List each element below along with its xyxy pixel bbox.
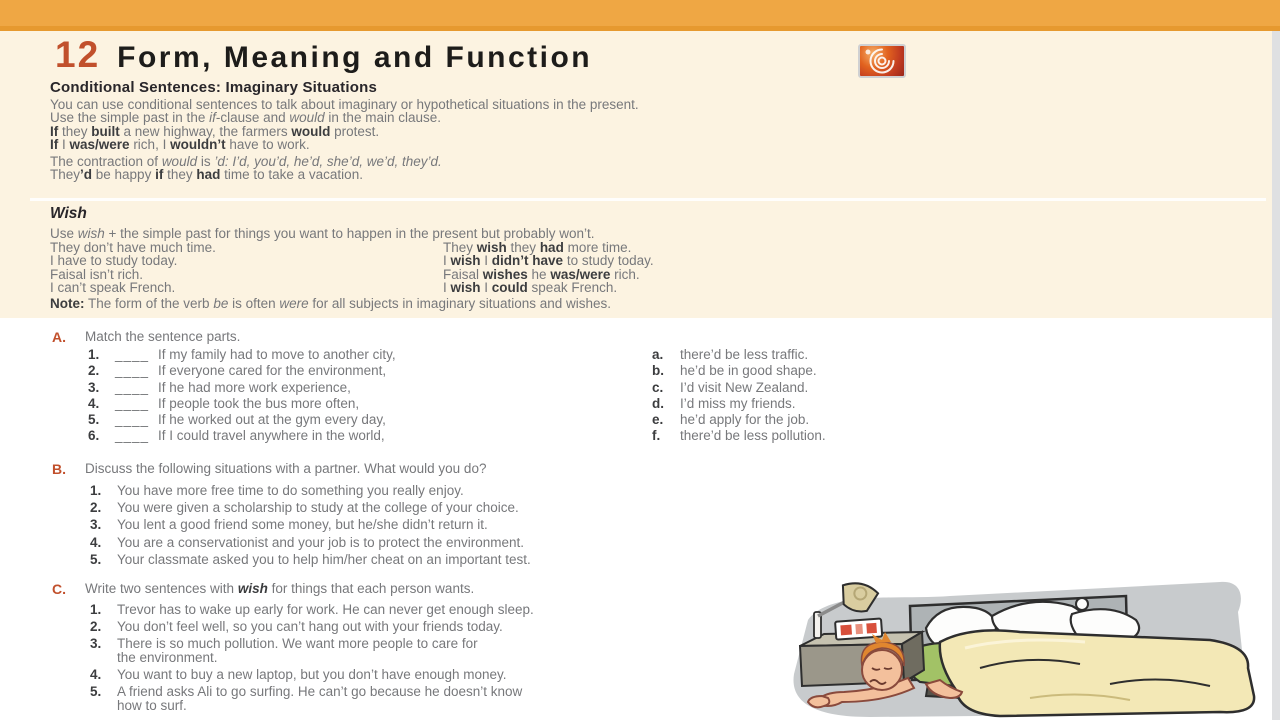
example-wish: Faisal wishes he was/were rich. xyxy=(443,266,640,282)
list-item xyxy=(90,500,531,517)
item-text: You don’t feel well, so you can’t hang out with your friends today. xyxy=(117,619,503,635)
match-item xyxy=(88,380,396,396)
example-wish: They wish they had more time. xyxy=(443,240,632,255)
unit-number: 12 xyxy=(55,34,101,75)
option-letter: f. xyxy=(652,428,661,444)
option-letter: e. xyxy=(652,412,664,428)
section-divider xyxy=(30,198,1266,201)
option-letter: d. xyxy=(652,395,664,411)
item-text: If I could travel anywhere in the world, xyxy=(158,428,385,444)
example-wish: I wish I could speak French. xyxy=(443,280,618,296)
list-item xyxy=(90,552,531,569)
option-letter: c. xyxy=(652,379,664,395)
item-text: Your classmate asked you to help him/her cheat on an important test. xyxy=(117,551,531,567)
item-text: There is so much pollution. We want more people to care for xyxy=(117,636,478,652)
option-text: he’d apply for the job. xyxy=(680,412,810,428)
item-number: 5. xyxy=(88,412,100,428)
exercise-a-prompt: Match the sentence parts. xyxy=(85,329,241,344)
item-number: 2. xyxy=(88,363,100,379)
bed-illustration xyxy=(780,576,1272,720)
grammar-paragraph-1 xyxy=(50,98,639,152)
match-item xyxy=(88,396,396,412)
exercise-c-prompt: Write two sentences with wish for things that each person wants. xyxy=(85,581,475,596)
option-text: there’d be less traffic. xyxy=(680,347,809,362)
match-option xyxy=(652,380,826,396)
exercise-b-items xyxy=(90,483,531,569)
list-item xyxy=(90,517,531,534)
match-option xyxy=(652,363,826,379)
man-hand xyxy=(808,696,829,707)
answer-blank[interactable]: ____ xyxy=(115,347,150,362)
item-number: 3. xyxy=(90,636,102,652)
option-text: I’d miss my friends. xyxy=(680,395,796,411)
match-option xyxy=(652,428,826,444)
example-row xyxy=(50,281,654,294)
match-item xyxy=(88,412,396,428)
example-wish: I wish I didn’t have to study today. xyxy=(443,253,654,269)
option-text: there’d be less pollution. xyxy=(680,428,826,444)
item-number: 1. xyxy=(90,602,102,617)
option-text: I’d visit New Zealand. xyxy=(680,379,809,395)
grammar-paragraph-2 xyxy=(50,155,442,182)
example-row xyxy=(50,268,654,281)
list-item xyxy=(90,620,534,634)
item-number: 3. xyxy=(90,517,102,533)
item-number: 3. xyxy=(88,379,100,395)
answer-blank[interactable]: ____ xyxy=(115,363,150,379)
exercise-b-letter: B. xyxy=(52,461,66,477)
answer-blank[interactable]: ____ xyxy=(115,395,150,411)
item-number: 2. xyxy=(90,619,102,635)
item-number: 4. xyxy=(88,395,100,411)
match-item xyxy=(88,347,396,363)
item-text: If everyone cared for the environment, xyxy=(158,363,387,379)
page-title-text: Form, Meaning and Function xyxy=(117,41,593,74)
item-number: 1. xyxy=(88,347,100,362)
item-text: You have more free time to do something you really enjoy. xyxy=(117,483,464,498)
match-item xyxy=(88,363,396,379)
list-item xyxy=(90,603,534,617)
wish-heading: Wish xyxy=(50,205,87,222)
option-letter: a. xyxy=(652,347,664,362)
item-number: 5. xyxy=(90,684,102,700)
example-row xyxy=(50,241,654,254)
answer-blank[interactable]: ____ xyxy=(115,428,150,444)
item-number: 1. xyxy=(90,483,102,498)
exercise-a-options xyxy=(652,347,826,445)
spiral-icon xyxy=(858,44,906,78)
list-item xyxy=(90,668,534,682)
option-text: he’d be in good shape. xyxy=(680,363,817,379)
item-text: If my family had to move to another city, xyxy=(158,347,396,362)
text-line: You can use conditional sentences to talk about imaginary or hypothetical situations in the present. xyxy=(50,97,639,112)
text-line: They’d be happy if they had time to take a vacation. xyxy=(50,167,363,183)
match-option xyxy=(652,347,826,363)
text-line: Use the simple past in the if-clause and would in the main clause. xyxy=(50,110,441,126)
match-option xyxy=(652,396,826,412)
item-text: You were given a scholarship to study at the college of your choice. xyxy=(117,500,519,516)
item-number: 4. xyxy=(90,534,102,550)
header-band xyxy=(0,0,1280,31)
wish-intro: Use wish + the simple past for things you want to happen in the present but probably won’t. xyxy=(50,226,595,241)
answer-blank[interactable]: ____ xyxy=(115,412,150,428)
match-item xyxy=(88,428,396,444)
item-number: 5. xyxy=(90,551,102,567)
item-text: If he worked out at the gym every day, xyxy=(158,412,386,428)
item-number: 6. xyxy=(88,428,100,444)
example-plain: They don’t have much time. xyxy=(50,240,216,255)
page-title xyxy=(55,34,592,76)
bed-knob xyxy=(1076,598,1088,610)
item-text: You are a conservationist and your job is to protect the environment. xyxy=(117,534,524,550)
item-number: 4. xyxy=(90,667,102,683)
example-plain: I have to study today. xyxy=(50,253,178,269)
text-line: If I was/were rich, I wouldn’t have to work. xyxy=(50,137,310,153)
item-text: You want to buy a new laptop, but you don’t have enough money. xyxy=(117,667,507,683)
grammar-note: Note: The form of the verb be is often were for all subjects in imaginary situations and wishes. xyxy=(50,296,612,311)
exercise-c-items xyxy=(90,603,534,716)
list-item xyxy=(90,535,531,552)
item-text: A friend asks Ali to go surfing. He can’t go because he doesn’t know xyxy=(117,684,523,700)
grammar-heading: Conditional Sentences: Imaginary Situations xyxy=(50,79,377,96)
list-item xyxy=(90,483,531,500)
list-item xyxy=(90,685,534,712)
wish-examples xyxy=(50,241,654,295)
item-text: If people took the bus more often, xyxy=(158,395,360,411)
item-number: 2. xyxy=(90,500,102,516)
item-text: If he had more work experience, xyxy=(158,379,351,395)
exercise-c-letter: C. xyxy=(52,581,66,597)
text-line: The contraction of would is ’d: I’d, you’d, he’d, she’d, we’d, they’d. xyxy=(50,154,442,169)
option-letter: b. xyxy=(652,363,664,379)
answer-blank[interactable]: ____ xyxy=(115,379,150,395)
text-line: If they built a new highway, the farmers would protest. xyxy=(50,123,380,139)
example-plain: Faisal isn’t rich. xyxy=(50,266,144,282)
example-row xyxy=(50,254,654,267)
match-option xyxy=(652,412,826,428)
exercise-b-prompt: Discuss the following situations with a partner. What would you do? xyxy=(85,461,487,476)
item-text: You lent a good friend some money, but he/she didn’t return it. xyxy=(117,517,488,533)
exercise-a-letter: A. xyxy=(52,329,66,345)
item-text: Trevor has to wake up early for work. He can never get enough sleep. xyxy=(117,602,534,617)
item-text-wrap: the environment. xyxy=(117,649,218,665)
exercise-a-items xyxy=(88,347,396,445)
item-text-wrap: how to surf. xyxy=(117,697,187,713)
list-item xyxy=(90,637,534,664)
example-plain: I can’t speak French. xyxy=(50,280,176,296)
page-edge xyxy=(1272,31,1280,720)
